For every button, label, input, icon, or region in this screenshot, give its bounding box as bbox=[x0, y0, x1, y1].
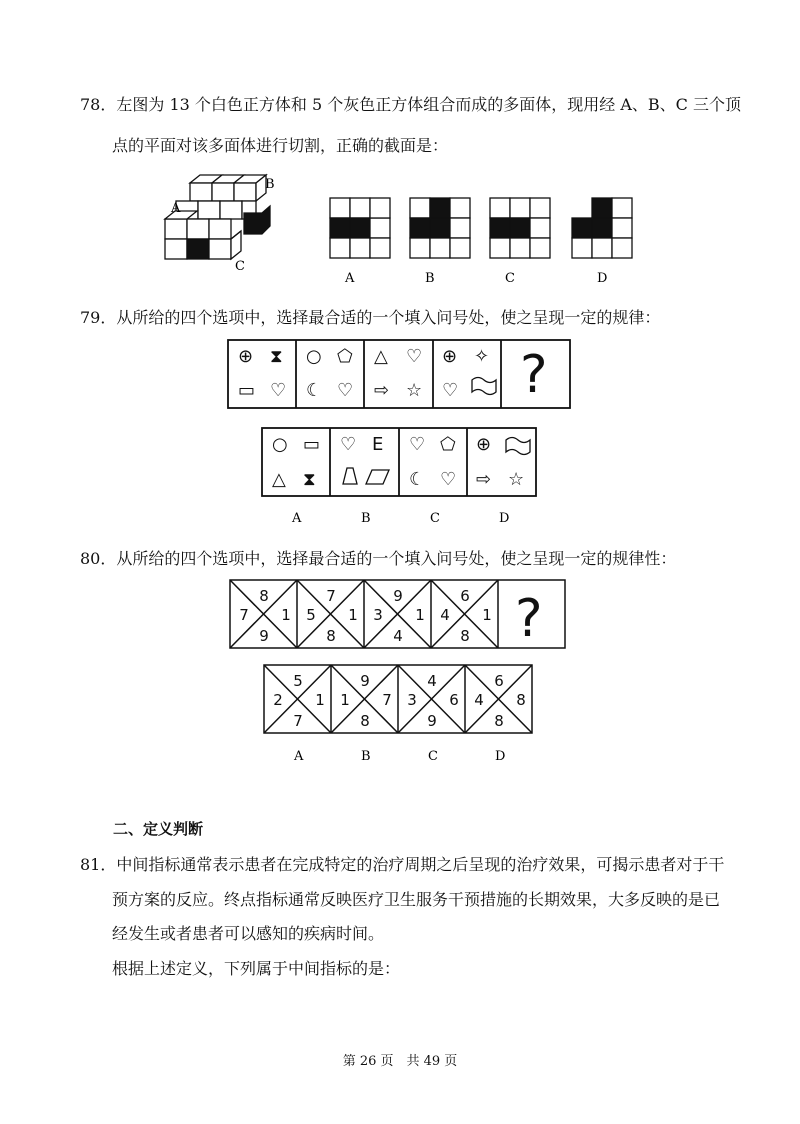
q80-s1-left: 7 bbox=[239, 606, 249, 624]
q80-s3-left: 3 bbox=[373, 606, 383, 624]
q80-option-label-b: B bbox=[361, 749, 371, 764]
q79-option-label-a: A bbox=[292, 511, 302, 526]
q80-s1-right: 1 bbox=[281, 606, 291, 624]
q79-parallelogram-icon bbox=[366, 470, 389, 484]
q78-cube-figure bbox=[165, 175, 270, 259]
q79-s4-sym1: ⊕ bbox=[442, 346, 458, 367]
q80-s1-top: 8 bbox=[259, 587, 269, 605]
q79-flag-icon bbox=[472, 378, 496, 395]
q79-s3-sym4: ☆ bbox=[406, 380, 423, 401]
q79-s1-sym3: ▭ bbox=[238, 380, 256, 401]
q79-ob-sym1: ♡ bbox=[340, 434, 357, 455]
q79-s2-sym4: ♡ bbox=[337, 380, 354, 401]
q79-s4-sym3: ♡ bbox=[442, 380, 459, 401]
section-title: 二、定义判断 bbox=[113, 820, 204, 838]
q79-question-mark: ? bbox=[520, 345, 548, 405]
q80-option-label-d: D bbox=[495, 749, 506, 764]
q79-trapezoid-icon bbox=[343, 468, 357, 484]
q80-od-bottom: 8 bbox=[494, 712, 504, 730]
page-footer: 第 26 页 共 49 页 bbox=[342, 1054, 458, 1069]
q80-option-label-a: A bbox=[294, 749, 304, 764]
q79-oc-sym1: ♡ bbox=[409, 434, 426, 455]
q79-oa-sym1: ○ bbox=[272, 434, 288, 455]
q80-od-right: 8 bbox=[516, 691, 526, 709]
q80-oa-top: 5 bbox=[293, 672, 303, 690]
q80-od-top: 6 bbox=[494, 672, 504, 690]
q79-s4-sym2: ✧ bbox=[474, 346, 490, 367]
q79-oa-sym4: ⧗ bbox=[303, 469, 316, 490]
q80-s3-right: 1 bbox=[415, 606, 425, 624]
q80-s1-bottom: 9 bbox=[259, 627, 269, 645]
q79-od-sym1: ⊕ bbox=[476, 434, 492, 455]
q81-line-1: 81．中间指标通常表示患者在完成特定的治疗周期之后呈现的治疗效果，可揭示患者对于干 bbox=[80, 855, 725, 874]
q78-line-1: 78．左图为 13 个白色正方体和 5 个灰色正方体组合而成的多面体，现用经 A、B、C 三个顶 bbox=[80, 95, 741, 114]
q80-oc-top: 4 bbox=[427, 672, 437, 690]
q79-option-symbols bbox=[272, 434, 524, 490]
q80-text: 80．从所给的四个选项中，选择最合适的一个填入问号处，使之呈现一定的规律性： bbox=[80, 549, 677, 568]
q80-ob-right: 7 bbox=[382, 691, 392, 709]
q80-oa-right: 1 bbox=[315, 691, 325, 709]
q79-od-sym3: ⇨ bbox=[476, 469, 492, 490]
q80-oc-bottom: 9 bbox=[427, 712, 437, 730]
q79-od-sym4: ☆ bbox=[508, 469, 525, 490]
q80-option-label-c: C bbox=[428, 749, 438, 764]
q80-oc-left: 3 bbox=[407, 691, 417, 709]
q78-line-2: 点的平面对该多面体进行切割，正确的截面是： bbox=[112, 136, 449, 155]
q78-vertex-label-a: A bbox=[171, 201, 181, 216]
q79-oa-sym2: ▭ bbox=[303, 434, 321, 455]
q78-option-label-c: C bbox=[505, 271, 515, 286]
q81-line-2: 预方案的反应。终点指标通常反映医疗卫生服务干预措施的长期效果，大多反映的是已 bbox=[112, 890, 721, 909]
q80-s4-right: 1 bbox=[482, 606, 492, 624]
q80-ob-top: 9 bbox=[360, 672, 370, 690]
q80-s2-bottom: 8 bbox=[326, 627, 336, 645]
q79-option-d-flag-icon bbox=[506, 438, 530, 455]
q78-option-label-d: D bbox=[597, 271, 608, 286]
q79-option-label-c: C bbox=[430, 511, 440, 526]
q79-s1-sym4: ♡ bbox=[270, 380, 287, 401]
q79-oc-sym3: ☾ bbox=[409, 469, 426, 490]
q80-option-labels[interactable] bbox=[293, 749, 505, 764]
q80-s2-right: 1 bbox=[348, 606, 358, 624]
q79-oc-sym2: ⬠ bbox=[440, 434, 456, 455]
q80-od-left: 4 bbox=[474, 691, 484, 709]
q79-text: 79．从所给的四个选项中，选择最合适的一个填入问号处，使之呈现一定的规律： bbox=[80, 308, 661, 327]
q79-option-label-d: D bbox=[499, 511, 510, 526]
q80-options-box bbox=[264, 665, 532, 733]
q79-s3-sym1: △ bbox=[374, 346, 388, 367]
q79-s3-sym3: ⇨ bbox=[374, 380, 390, 401]
q79-option-labels[interactable] bbox=[291, 511, 509, 526]
q78-vertex-label-b: B bbox=[265, 177, 275, 192]
q80-oa-bottom: 7 bbox=[293, 712, 303, 730]
q80-ob-bottom: 8 bbox=[360, 712, 370, 730]
q78-option-c[interactable] bbox=[490, 198, 550, 258]
q79-ob-sym2: E bbox=[372, 434, 384, 455]
q78-option-a[interactable] bbox=[330, 198, 390, 258]
q79-s1-sym1: ⊕ bbox=[238, 346, 254, 367]
q78-option-b[interactable] bbox=[410, 198, 470, 258]
q80-s2-top: 7 bbox=[326, 587, 336, 605]
q78-option-d[interactable] bbox=[572, 198, 632, 258]
q80-oc-right: 6 bbox=[449, 691, 459, 709]
q79-option-label-b: B bbox=[361, 511, 371, 526]
q80-s4-top: 6 bbox=[460, 587, 470, 605]
q80-option-numbers bbox=[273, 672, 526, 730]
q79-s2-sym3: ☾ bbox=[306, 380, 323, 401]
q78-vertex-label-c: C bbox=[235, 259, 245, 274]
q80-ob-left: 1 bbox=[340, 691, 350, 709]
q79-oc-sym4: ♡ bbox=[440, 469, 457, 490]
q80-s4-left: 4 bbox=[440, 606, 450, 624]
q80-s3-bottom: 4 bbox=[393, 627, 403, 645]
q80-sequence-numbers bbox=[239, 587, 492, 645]
q80-question-mark: ? bbox=[515, 589, 543, 649]
q79-s1-sym2: ⧗ bbox=[270, 346, 283, 367]
q80-s3-top: 9 bbox=[393, 587, 403, 605]
q80-s2-left: 5 bbox=[306, 606, 316, 624]
q78-option-label-a: A bbox=[345, 271, 355, 286]
q79-oa-sym3: △ bbox=[272, 469, 286, 490]
q80-oa-left: 2 bbox=[273, 691, 283, 709]
q81-line-3: 经发生或者患者可以感知的疾病时间。 bbox=[112, 924, 385, 943]
q79-s2-sym2: ⬠ bbox=[337, 346, 353, 367]
q79-s3-sym2: ♡ bbox=[406, 346, 423, 367]
q78-option-label-b: B bbox=[425, 271, 435, 286]
q81-line-4: 根据上述定义，下列属于中间指标的是： bbox=[112, 959, 401, 978]
q80-s4-bottom: 8 bbox=[460, 627, 470, 645]
q79-s2-sym1: ○ bbox=[306, 346, 322, 367]
